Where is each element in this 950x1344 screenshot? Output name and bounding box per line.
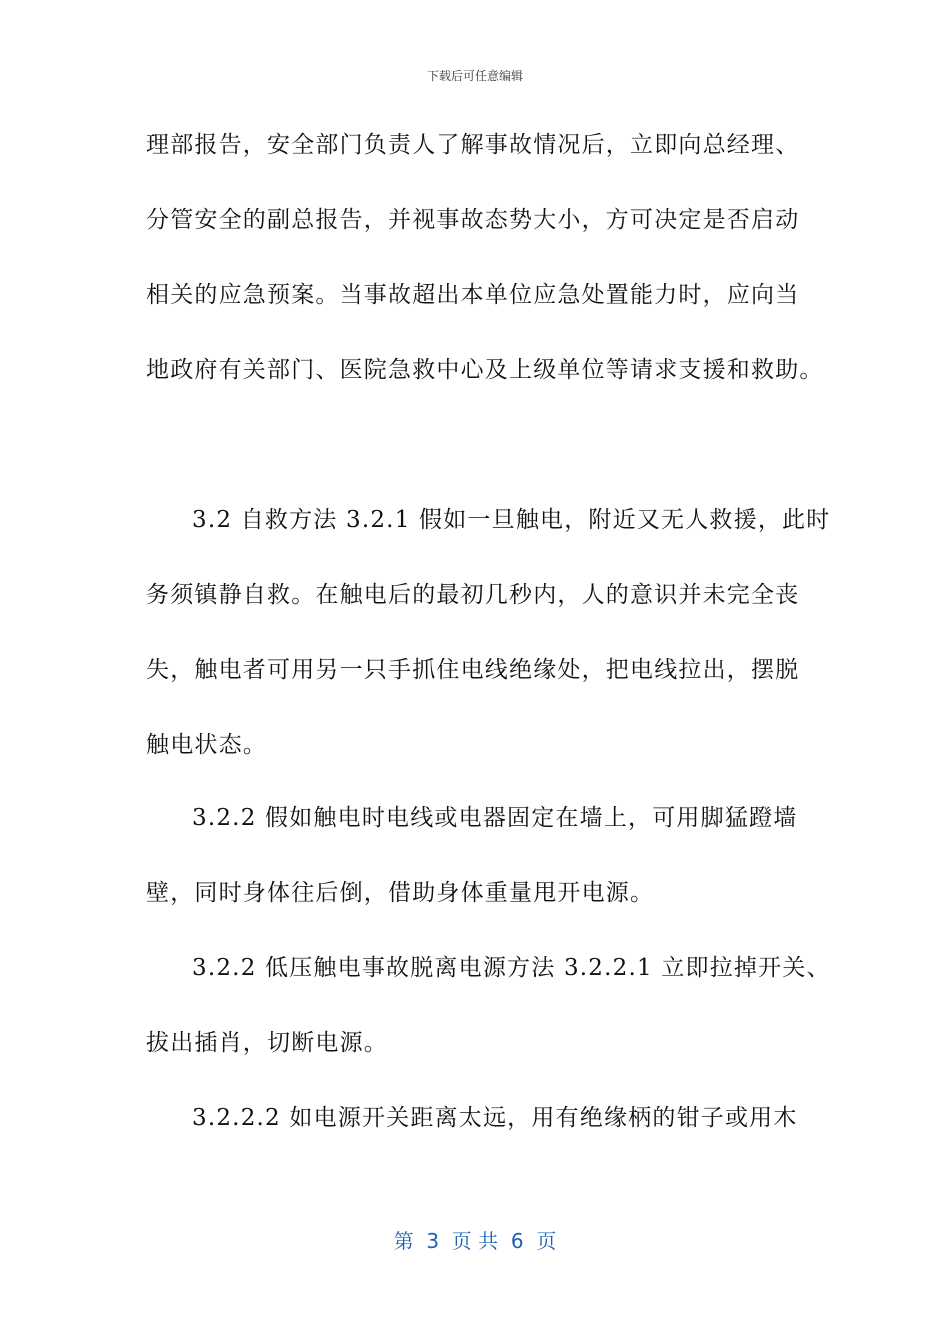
paragraph-line: 拔出插肖，切断电源。 [146, 1030, 388, 1056]
page-number-footer: 第 3 页 共 6 页 [393, 1229, 557, 1253]
paragraph-line: 3.2.2 假如触电时电线或电器固定在墙上，可用脚猛蹬墙 [192, 805, 798, 831]
paragraph-line: 壁，同时身体往后倒，借助身体重量甩开电源。 [146, 880, 655, 906]
paragraph-line: 相关的应急预案。当事故超出本单位应急处置能力时，应向当 [146, 282, 800, 308]
paragraph-line: 地政府有关部门、医院急救中心及上级单位等请求支援和救助。 [146, 357, 824, 383]
paragraph-line: 3.2 自救方法 3.2.1 假如一旦触电，附近又无人救援，此时 [192, 507, 831, 533]
paragraph-line: 触电状态。 [146, 732, 267, 758]
paragraph-line: 理部报告，安全部门负责人了解事故情况后，立即向总经理、 [146, 132, 800, 158]
paragraph-line: 分管安全的副总报告，并视事故态势大小，方可决定是否启动 [146, 207, 800, 233]
paragraph-line: 务须镇静自救。在触电后的最初几秒内，人的意识并未完全丧 [146, 582, 800, 608]
paragraph-line: 失，触电者可用另一只手抓住电线绝缘处，把电线拉出，摆脱 [146, 657, 800, 683]
paragraph-line: 3.2.2.2 如电源开关距离太远，用有绝缘柄的钳子或用木 [192, 1105, 798, 1131]
paragraph-line: 3.2.2 低压触电事故脱离电源方法 3.2.2.1 立即拉掉开关、 [192, 955, 831, 981]
header-note: 下载后可任意编辑 [426, 69, 523, 83]
